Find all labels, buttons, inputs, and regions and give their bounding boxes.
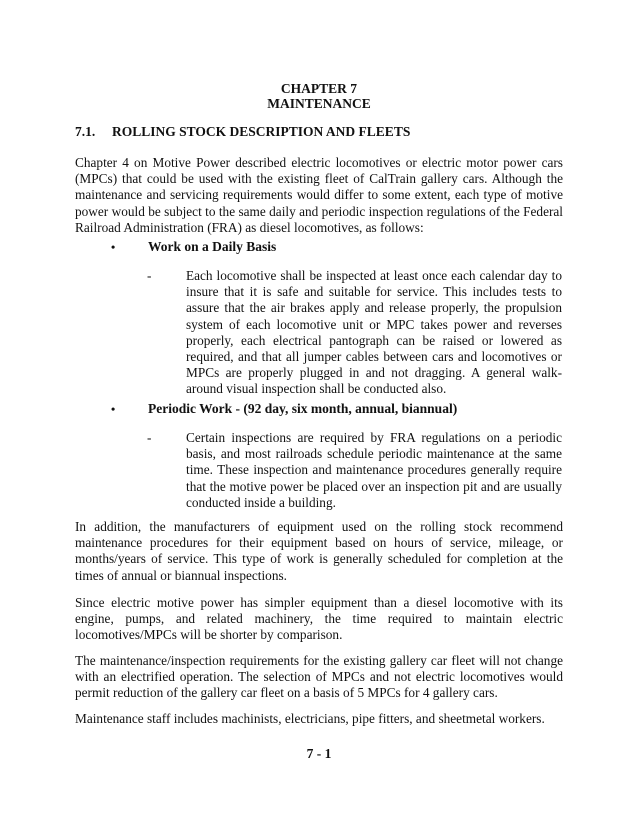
page-number: 7 - 1: [306, 746, 332, 761]
section-title: ROLLING STOCK DESCRIPTION AND FLEETS: [112, 124, 411, 139]
section-heading: [75, 124, 595, 140]
bullet-title: Work on a Daily Basis: [148, 239, 277, 254]
periodic-detail-text: Certain inspections are required by FRA regulations on a periodic basis, and most railroads schedule periodic maintenance at the same time. These inspection and maintenance procedures generally require that the motive power be placed over an inspection pit and are usually conducted inside a building.: [186, 430, 562, 510]
daily-detail-text: Each locomotive shall be inspected at least once each calendar day to insure that it is safe and suitable for service. This includes tests to assure that the air brakes apply and release properly, the propulsion system of each locomotive unit or MPC takes power and reverses properly, each electrical pantograph can be raised or lowered as required, and that all jumper cables between cars and locomotives or MPCs are properly plugged in and not dragging. A general walk-around visual inspection shall be conducted also.: [186, 268, 562, 397]
gallery-paragraph: The maintenance/inspection requirements for the existing gallery car fleet will not change with an electrified operation. The selection of MPCs and not electric locomotives would permit reduction of the gallery car fleet on a basis of 5 MPCs for 4 gallery cars.: [75, 653, 563, 701]
staff-paragraph: Maintenance staff includes machinists, electricians, pipe fitters, and sheetmetal workers.: [75, 711, 545, 726]
intro-paragraph: Chapter 4 on Motive Power described electric locomotives or electric motor power cars (MPCs) that could be used with the existing fleet of CalTrain gallery cars. Although the maintenance and servicing requirements would differ to some extent, each type of motive power would be subject to the same daily and periodic inspection regulations of the Federal Railroad Administration (FRA) as diesel locomotives, as follows:: [75, 155, 563, 235]
dash-marker: -: [147, 430, 152, 445]
section-number: 7.1.: [75, 124, 96, 139]
bullet-marker: •: [111, 240, 116, 254]
bullet-title: Periodic Work - (92 day, six month, annual, biannual): [148, 401, 458, 416]
chapter-label: CHAPTER 7: [280, 81, 358, 96]
dash-marker: -: [147, 268, 152, 283]
manufacturers-paragraph: In addition, the manufacturers of equipment used on the rolling stock recommend maintenance procedures for their equipment based on hours of service, mileage, or months/years of service. This type of work is generally scheduled for completion at the times of annual or biannual inspections.: [75, 519, 563, 583]
bullet-marker: •: [111, 402, 116, 416]
electric-paragraph: Since electric motive power has simpler equipment than a diesel locomotive with its engine, pumps, and related machinery, the time required to maintain electric locomotives/MPCs will be shorter by comparison.: [75, 595, 563, 643]
chapter-title: MAINTENANCE: [267, 96, 371, 111]
